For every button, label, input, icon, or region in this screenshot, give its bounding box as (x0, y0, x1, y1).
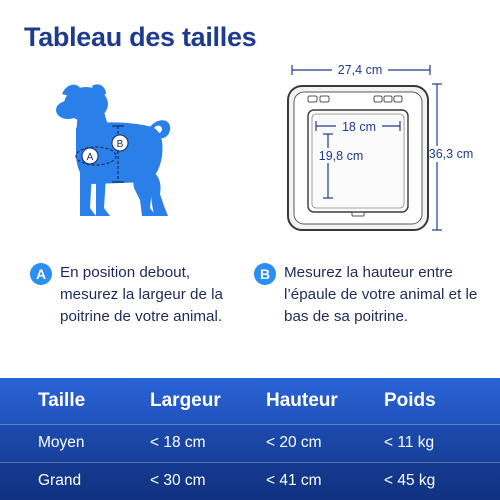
step-badge-a: A (30, 263, 52, 285)
table-cell: < 11 kg (384, 434, 435, 451)
dog-silhouette-icon (52, 82, 202, 232)
table-cell: < 41 cm (266, 472, 322, 489)
table-header: Taille (38, 390, 86, 411)
table-cell: < 30 cm (150, 472, 206, 489)
page-title: Tableau des tailles (24, 22, 257, 52)
pet-door-diagram (280, 58, 485, 238)
marker-b: B (116, 139, 124, 150)
table-cell: < 20 cm (266, 434, 322, 451)
step-badge-b: B (254, 263, 276, 285)
instruction-step-b (254, 262, 494, 328)
table-cell: < 45 kg (384, 472, 436, 489)
marker-a: A (86, 152, 94, 163)
door-height-label: 36,3 cm (428, 147, 474, 161)
table-row (0, 424, 500, 462)
opening-width-label: 18 cm (341, 120, 377, 134)
table-header: Hauteur (266, 390, 338, 411)
table-cell: < 18 cm (150, 434, 206, 451)
size-table (0, 378, 500, 500)
opening-height-label: 19,8 cm (318, 149, 364, 163)
table-header-row (0, 378, 500, 424)
table-header: Largeur (150, 390, 221, 411)
step-text-b: Mesurez la hauteur entre l’épaule de votre animal et le bas de sa poitrine. (284, 264, 478, 325)
door-width-label: 27,4 cm (337, 63, 383, 77)
instruction-step-a (30, 262, 235, 328)
table-cell: Grand (38, 472, 82, 489)
table-row (0, 462, 500, 500)
table-header: Poids (384, 390, 436, 411)
step-text-a: En position debout, mesurez la largeur de la poitrine de votre animal. (60, 264, 223, 325)
table-cell: Moyen (38, 434, 85, 451)
